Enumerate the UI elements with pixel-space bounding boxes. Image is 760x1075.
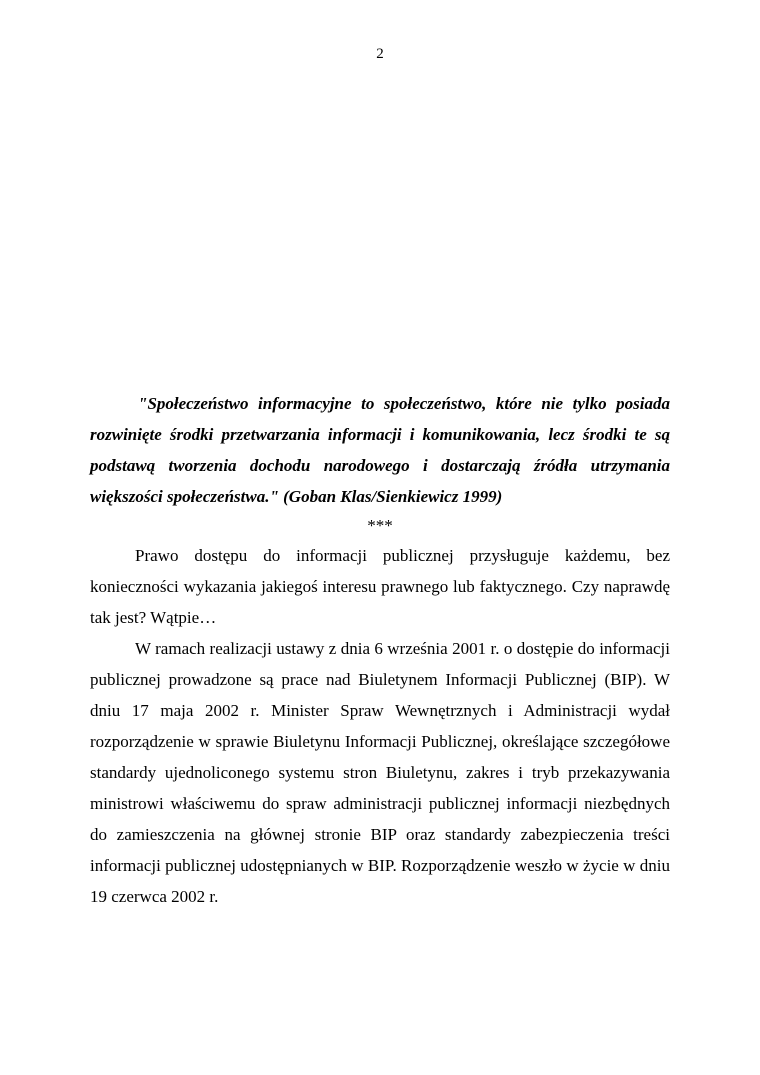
paragraph: Prawo dostępu do informacji publicznej przysługuje każdemu, bez konieczności wykazania jakiegoś interesu prawnego lub faktycznego. Czy naprawdę tak jest? Wątpie… bbox=[90, 546, 670, 627]
document-body bbox=[90, 388, 670, 912]
paragraph: W ramach realizacji ustawy z dnia 6 września 2001 r. o dostępie do informacji publicznej prowadzone są prace nad Biuletynem Informacji Publicznej (BIP). W dniu 17 maja 2002 r. Minister Spraw Wewnętrznych i Administracji wydał rozporządzenie w sprawie Biuletynu Informacji Publicznej, określające szczegółowe standardy ujednoliconego systemu stron Biuletynu, zakres i tryb przekazywania ministrowi właściwemu do spraw administracji publicznej informacji niezbędnych do zamieszczenia na głównej stronie BIP oraz standardy zabezpieczenia treści informacji publicznej udostępnianych w BIP. Rozporządzenie weszło w życie w dniu 19 czerwca 2002 r. bbox=[90, 639, 670, 906]
page-number: 2 bbox=[376, 46, 384, 62]
epigraph-quote: "Społeczeństwo informacyjne to społeczeństwo, które nie tylko posiada rozwinięte środki przetwarzania informacji i komunikowania, lecz środki te są podstawą tworzenia dochodu narodowego i dostarczają źródła utrzymania większości społeczeństwa." (Goban Klas/Sienkiewicz 1999) bbox=[90, 394, 670, 506]
section-separator: *** bbox=[367, 516, 393, 535]
